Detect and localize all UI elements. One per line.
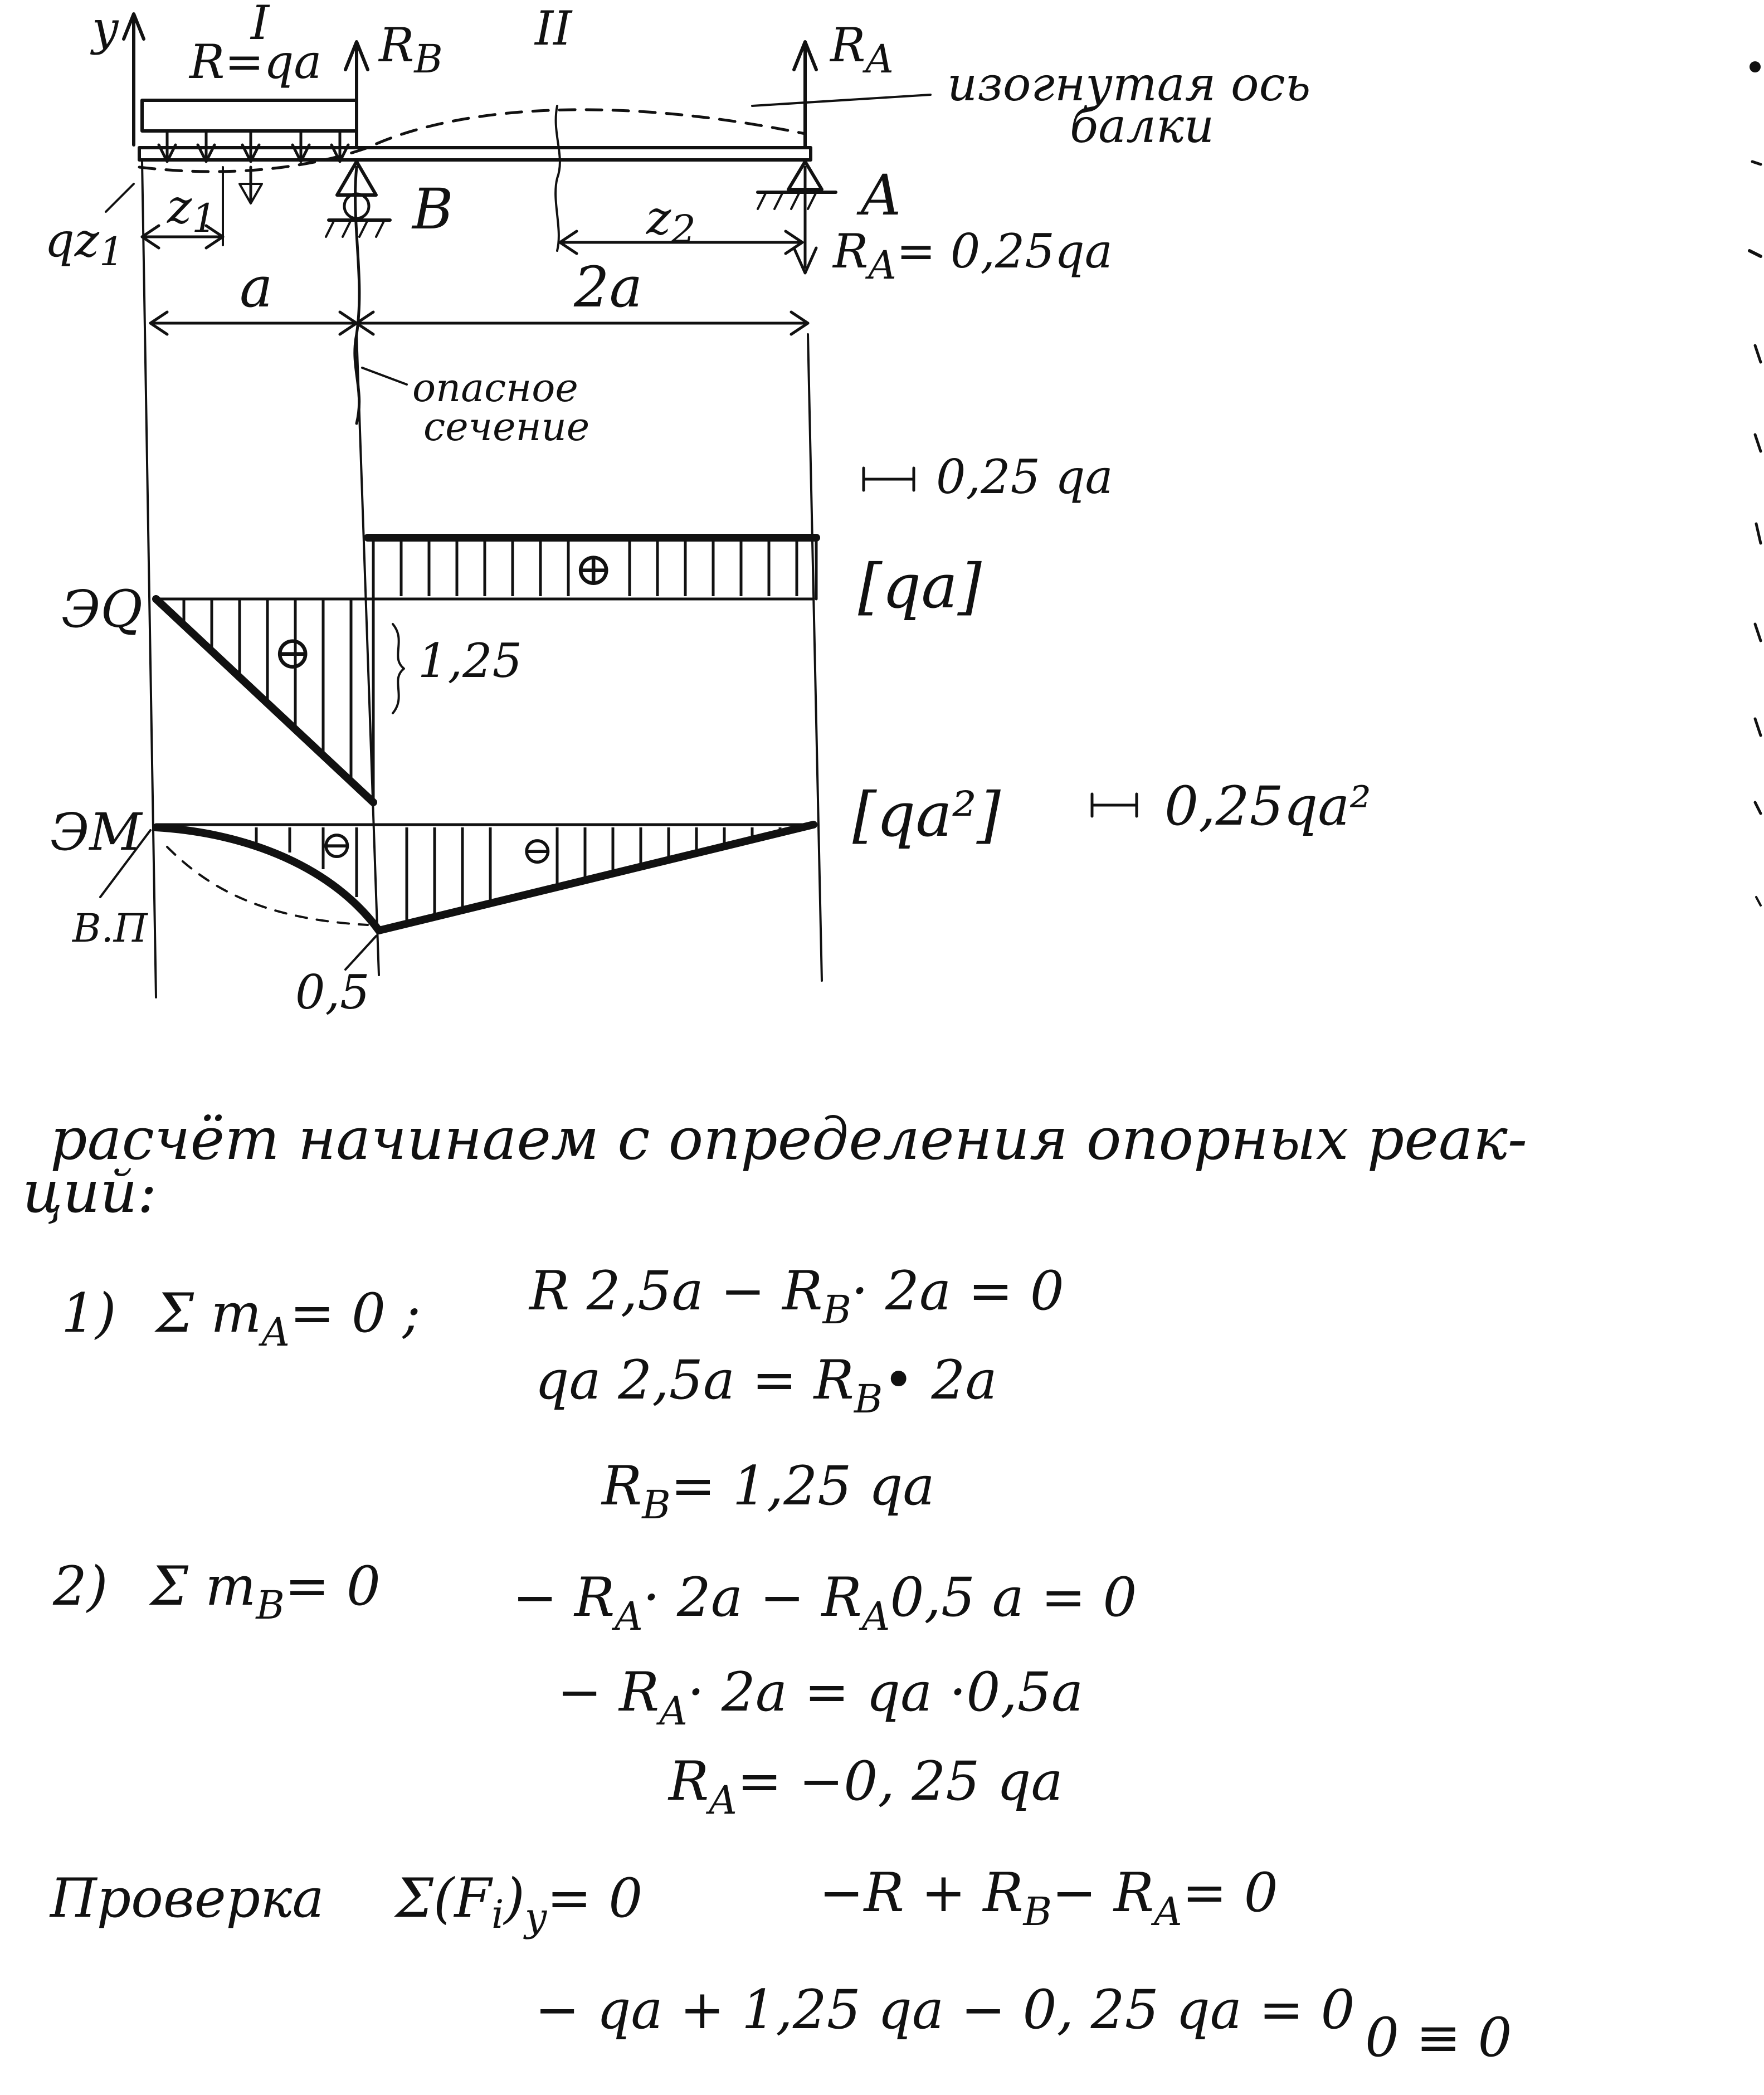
moment-value-leader	[345, 936, 376, 969]
dangerous-section-leader	[362, 368, 407, 384]
intro-line-2: ций:	[22, 1158, 157, 1226]
check-sum: $\Sigma(F_i)_y= 0$	[396, 1867, 643, 1940]
vp-label: В.П	[72, 905, 148, 951]
support-b-label: B	[412, 177, 454, 242]
moment-diagram	[50, 775, 1371, 1020]
step1-eq3: $R_B= 1,25$ qa	[602, 1455, 935, 1528]
moment-scale-label: 0,25qa²	[1164, 775, 1371, 837]
shear-units-label: [qa]	[858, 550, 982, 622]
qz-label: qz1	[45, 213, 124, 275]
beam	[139, 148, 811, 160]
shear-sign-positive: ⊕	[574, 542, 613, 596]
z1-label: z1	[167, 179, 217, 241]
reaction-a-value: $R_A= 0,25qa$	[833, 224, 1113, 288]
step1-sum: Σ $m_A= 0$ ;	[156, 1282, 421, 1355]
support-a-label: A	[861, 163, 902, 228]
shear-negative-line	[156, 599, 373, 802]
step2-eq3: $R_A= -0$, 25 qa	[669, 1750, 1063, 1823]
right-edge-marks	[1750, 61, 1761, 905]
moment-units-label: [qa²]	[852, 779, 1001, 850]
deflected-axis-leader	[752, 95, 930, 106]
solution-text	[22, 1105, 1527, 2069]
check-eq1: $-R + R_B- R_A= 0$	[819, 1862, 1278, 1935]
moment-value-label: 0,5	[295, 965, 370, 1020]
check-label: Проверка	[50, 1867, 324, 1930]
shear-diagram	[61, 450, 1113, 802]
moment-sign-1: ⊖	[320, 822, 353, 868]
reaction-b-label: $R_B$	[379, 18, 443, 82]
beam-scheme	[45, 0, 1310, 450]
shear-value-label: 1,25	[418, 634, 523, 688]
shear-value-brace	[393, 624, 404, 713]
dim-a-label: a	[240, 255, 273, 320]
z2-label: z2	[646, 191, 696, 252]
step2-label: 2)	[53, 1555, 108, 1617]
step2-eq1: − $R_A\cdot 2a - R_A0,5$ a = 0	[513, 1566, 1137, 1639]
deflected-axis-label-2: балки	[1070, 99, 1215, 153]
intro-line-1: расчёт начинаем с определения опорных реак-	[50, 1105, 1527, 1173]
shear-sign-negative: ⊖	[273, 625, 313, 680]
load-label: R=qa	[189, 35, 322, 89]
shear-scale-label: 0,25 qa	[936, 450, 1113, 504]
dim-2a-label: 2a	[574, 255, 643, 320]
y-axis-label: y	[92, 1, 119, 56]
moment-curve-2	[379, 825, 813, 930]
deflected-axis	[139, 110, 805, 172]
deflected-axis-label: изогнутая ось	[947, 57, 1311, 111]
distributed-load-box	[142, 100, 357, 131]
step1-eq2: qa $2,5a = R_B•$ 2a	[535, 1349, 997, 1422]
z2-section-line	[555, 106, 560, 251]
check-eq2: − qa + 1,25 qa − 0, 25 qa = 0	[535, 1979, 1355, 2041]
dangerous-section-label: опасное	[412, 365, 578, 411]
qz-leader	[106, 184, 134, 212]
support-a-hatch	[758, 192, 816, 209]
moment-diagram-label: ЭМ	[50, 802, 142, 862]
step1-eq1: R $2,5a - R_B\cdot 2a = 0$	[529, 1260, 1064, 1333]
step2-sum: Σ $m_B= 0$	[150, 1555, 381, 1628]
section-2-label: II	[535, 1, 572, 56]
moment-sign-2: ⊖	[521, 827, 554, 873]
step2-eq2: − $R_A\cdot 2a$ = qa ·0,5a	[557, 1661, 1084, 1734]
step1-label: 1)	[61, 1282, 116, 1344]
section-1-label: I	[251, 0, 270, 50]
reaction-a-label: $R_A$	[830, 18, 894, 82]
dangerous-section-label-2: сечение	[423, 404, 590, 450]
check-result: 0 ≡ 0	[1365, 2006, 1512, 2069]
shear-diagram-label: ЭQ	[61, 579, 143, 639]
